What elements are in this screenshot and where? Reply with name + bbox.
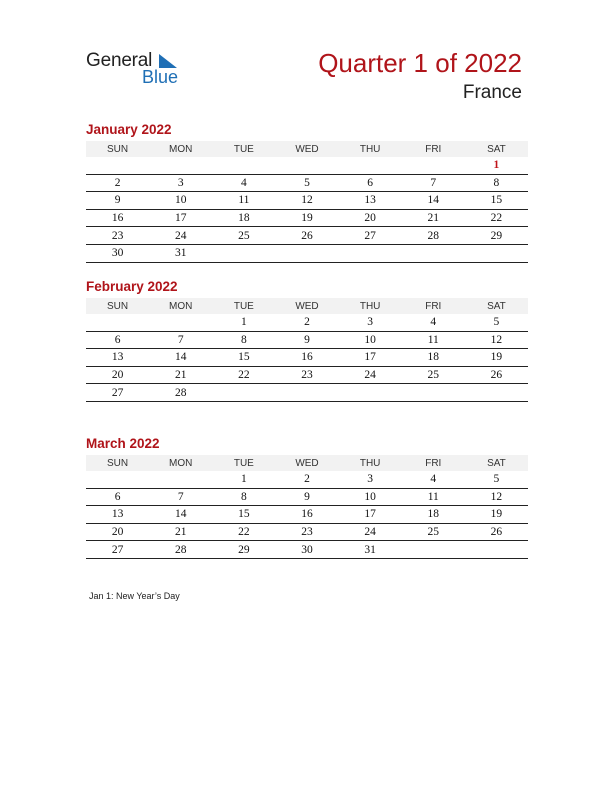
day-cell: 19: [465, 349, 528, 367]
day-cell: 18: [212, 209, 275, 227]
weekday-header: WED: [275, 455, 338, 471]
week-row: [86, 174, 528, 192]
weekday-header: SUN: [86, 141, 149, 157]
calendar-grid: [86, 455, 528, 559]
day-cell: 5: [465, 471, 528, 488]
empty-day-cell: [212, 384, 275, 402]
day-cell: 22: [212, 366, 275, 384]
day-cell: 7: [149, 488, 212, 506]
day-cell: 21: [149, 366, 212, 384]
day-cell: 12: [465, 331, 528, 349]
holiday-note: Jan 1: New Year’s Day: [89, 591, 180, 601]
weekday-header: WED: [275, 298, 338, 314]
day-cell: 4: [212, 174, 275, 192]
empty-day-cell: [86, 314, 149, 331]
day-cell: 15: [465, 192, 528, 210]
weekday-header: FRI: [402, 455, 465, 471]
day-cell: 12: [465, 488, 528, 506]
day-cell: 20: [86, 523, 149, 541]
day-cell: 29: [212, 541, 275, 559]
day-cell: 5: [275, 174, 338, 192]
weekday-header: TUE: [212, 455, 275, 471]
day-cell: 1: [465, 157, 528, 174]
week-row: [86, 192, 528, 210]
week-row: [86, 366, 528, 384]
weekday-header: SUN: [86, 298, 149, 314]
empty-day-cell: [339, 384, 402, 402]
day-cell: 1: [212, 471, 275, 488]
day-cell: 24: [149, 227, 212, 245]
day-cell: 4: [402, 471, 465, 488]
day-cell: 21: [149, 523, 212, 541]
month-february: [86, 278, 528, 402]
day-cell: 8: [465, 174, 528, 192]
month-january: [86, 121, 528, 263]
week-row: [86, 506, 528, 524]
day-cell: 9: [275, 331, 338, 349]
day-cell: 23: [275, 366, 338, 384]
day-cell: 17: [149, 209, 212, 227]
day-cell: 23: [275, 523, 338, 541]
day-cell: 30: [275, 541, 338, 559]
day-cell: 30: [86, 244, 149, 262]
day-cell: 26: [465, 366, 528, 384]
month-title: February 2022: [86, 279, 178, 294]
weekday-header: THU: [339, 141, 402, 157]
day-cell: 6: [86, 331, 149, 349]
day-cell: 2: [275, 314, 338, 331]
day-cell: 6: [86, 488, 149, 506]
weekday-header: TUE: [212, 298, 275, 314]
week-row: [86, 244, 528, 262]
week-row: [86, 349, 528, 367]
empty-day-cell: [275, 384, 338, 402]
day-cell: 9: [275, 488, 338, 506]
weekday-header: MON: [149, 455, 212, 471]
day-cell: 9: [86, 192, 149, 210]
empty-day-cell: [402, 244, 465, 262]
day-cell: 31: [149, 244, 212, 262]
day-cell: 17: [339, 349, 402, 367]
day-cell: 14: [149, 349, 212, 367]
empty-day-cell: [86, 471, 149, 488]
empty-day-cell: [149, 471, 212, 488]
day-cell: 13: [339, 192, 402, 210]
weekday-header: SUN: [86, 455, 149, 471]
empty-day-cell: [465, 541, 528, 559]
day-cell: 4: [402, 314, 465, 331]
day-cell: 18: [402, 506, 465, 524]
day-cell: 25: [402, 523, 465, 541]
week-row: [86, 541, 528, 559]
day-cell: 8: [212, 488, 275, 506]
calendar-grid: [86, 298, 528, 402]
day-cell: 18: [402, 349, 465, 367]
empty-day-cell: [212, 244, 275, 262]
day-cell: 28: [402, 227, 465, 245]
weekday-header: SAT: [465, 455, 528, 471]
day-cell: 2: [275, 471, 338, 488]
generalblue-logo: [86, 50, 196, 90]
day-cell: 7: [402, 174, 465, 192]
day-cell: 10: [149, 192, 212, 210]
day-cell: 3: [339, 471, 402, 488]
empty-day-cell: [275, 157, 338, 174]
day-cell: 20: [86, 366, 149, 384]
week-row: [86, 384, 528, 402]
empty-day-cell: [212, 157, 275, 174]
day-cell: 16: [86, 209, 149, 227]
day-cell: 24: [339, 366, 402, 384]
weekday-header: WED: [275, 141, 338, 157]
day-cell: 22: [465, 209, 528, 227]
weekday-header: FRI: [402, 298, 465, 314]
empty-day-cell: [149, 314, 212, 331]
weekday-header: TUE: [212, 141, 275, 157]
day-cell: 10: [339, 488, 402, 506]
week-row: [86, 157, 528, 174]
day-cell: 11: [402, 331, 465, 349]
day-cell: 10: [339, 331, 402, 349]
weekday-header: THU: [339, 455, 402, 471]
day-cell: 19: [465, 506, 528, 524]
empty-day-cell: [465, 244, 528, 262]
calendar-grid: [86, 141, 528, 263]
day-cell: 1: [212, 314, 275, 331]
day-cell: 15: [212, 349, 275, 367]
week-row: [86, 523, 528, 541]
day-cell: 11: [212, 192, 275, 210]
empty-day-cell: [339, 157, 402, 174]
empty-day-cell: [86, 157, 149, 174]
empty-day-cell: [402, 384, 465, 402]
day-cell: 7: [149, 331, 212, 349]
week-row: [86, 471, 528, 488]
logo-blue-text: Blue: [142, 67, 179, 87]
week-row: [86, 209, 528, 227]
day-cell: 27: [86, 541, 149, 559]
day-cell: 13: [86, 506, 149, 524]
week-row: [86, 488, 528, 506]
day-cell: 20: [339, 209, 402, 227]
day-cell: 17: [339, 506, 402, 524]
day-cell: 29: [465, 227, 528, 245]
day-cell: 14: [402, 192, 465, 210]
week-row: [86, 314, 528, 331]
day-cell: 24: [339, 523, 402, 541]
day-cell: 3: [149, 174, 212, 192]
day-cell: 16: [275, 349, 338, 367]
month-march: [86, 435, 528, 559]
logo-general-text: General: [86, 50, 153, 71]
day-cell: 3: [339, 314, 402, 331]
weekday-header: MON: [149, 298, 212, 314]
day-cell: 25: [212, 227, 275, 245]
day-cell: 27: [86, 384, 149, 402]
empty-day-cell: [339, 244, 402, 262]
day-cell: 12: [275, 192, 338, 210]
day-cell: 14: [149, 506, 212, 524]
month-title: March 2022: [86, 436, 160, 451]
day-cell: 31: [339, 541, 402, 559]
weekday-header: MON: [149, 141, 212, 157]
day-cell: 2: [86, 174, 149, 192]
day-cell: 15: [212, 506, 275, 524]
empty-day-cell: [402, 541, 465, 559]
empty-day-cell: [275, 244, 338, 262]
month-title: January 2022: [86, 122, 172, 137]
weekday-header: THU: [339, 298, 402, 314]
holiday-notes: [89, 591, 180, 601]
week-row: [86, 227, 528, 245]
day-cell: 8: [212, 331, 275, 349]
day-cell: 22: [212, 523, 275, 541]
weekday-header: SAT: [465, 141, 528, 157]
page-title: Quarter 1 of 2022: [318, 48, 522, 78]
day-cell: 28: [149, 541, 212, 559]
day-cell: 6: [339, 174, 402, 192]
day-cell: 21: [402, 209, 465, 227]
day-cell: 26: [275, 227, 338, 245]
empty-day-cell: [402, 157, 465, 174]
day-cell: 28: [149, 384, 212, 402]
day-cell: 11: [402, 488, 465, 506]
day-cell: 13: [86, 349, 149, 367]
country-label: France: [462, 82, 522, 103]
day-cell: 23: [86, 227, 149, 245]
empty-day-cell: [149, 157, 212, 174]
day-cell: 5: [465, 314, 528, 331]
empty-day-cell: [465, 384, 528, 402]
day-cell: 27: [339, 227, 402, 245]
week-row: [86, 331, 528, 349]
weekday-header: SAT: [465, 298, 528, 314]
day-cell: 25: [402, 366, 465, 384]
day-cell: 19: [275, 209, 338, 227]
weekday-header: FRI: [402, 141, 465, 157]
day-cell: 16: [275, 506, 338, 524]
day-cell: 26: [465, 523, 528, 541]
